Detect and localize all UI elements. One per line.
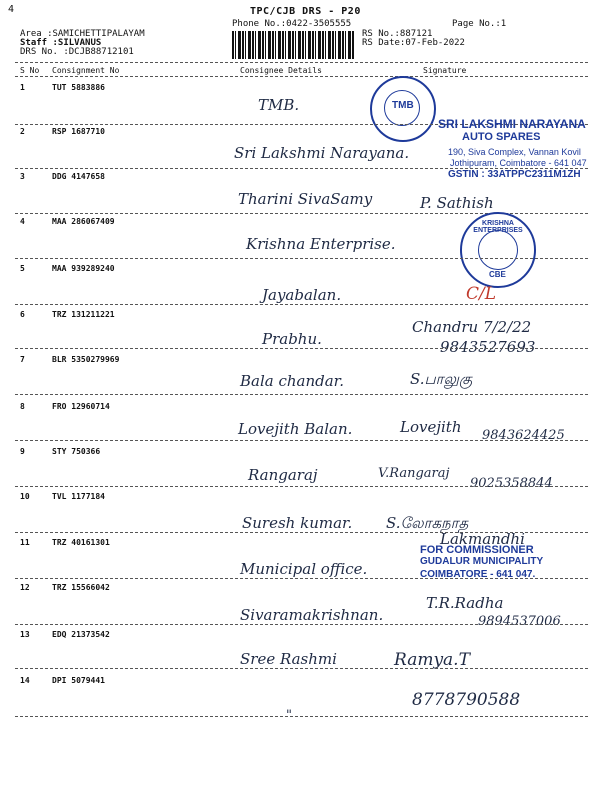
row-signature-phone: 9894537006 bbox=[478, 614, 561, 629]
row-sno: 3 bbox=[20, 172, 25, 181]
row-consignee-handwritten: Tharini SivaSamy bbox=[238, 190, 373, 208]
divider bbox=[15, 578, 588, 579]
row-signature-handwritten: Lovejith bbox=[400, 418, 462, 436]
row-sno: 10 bbox=[20, 492, 30, 501]
row-signature-handwritten: S.லோகநாத bbox=[386, 514, 469, 532]
divider bbox=[15, 486, 588, 487]
stamp-line: FOR COMMISSIONER bbox=[420, 544, 534, 556]
stamp-line: Jothipuram, Coimbatore - 641 047 bbox=[450, 158, 587, 168]
row-sno: 1 bbox=[20, 83, 25, 92]
row-consignment: DDG 4147658 bbox=[52, 172, 105, 181]
row-consignee-handwritten: Sri Lakshmi Narayana. bbox=[234, 144, 410, 162]
drs-number: DRS No. :DCJB88712101 bbox=[20, 47, 134, 57]
row-sno: 7 bbox=[20, 355, 25, 364]
row-consignee-handwritten: Municipal office. bbox=[240, 560, 368, 578]
row-consignee-handwritten: Jayabalan. bbox=[262, 286, 342, 304]
row-signature-handwritten: T.R.Radha bbox=[426, 594, 504, 612]
row-consignee-handwritten: Prabhu. bbox=[262, 330, 322, 348]
stamp-line: SRI LAKSHMI NARAYANA bbox=[438, 117, 586, 131]
row-consignment: MAA 939289240 bbox=[52, 264, 115, 273]
row-consignment: TRZ 15566042 bbox=[52, 583, 110, 592]
seal-text: KRISHNA ENTERPRISES bbox=[473, 220, 523, 234]
divider bbox=[15, 440, 588, 441]
row-consignee-handwritten: Sivaramakrishnan. bbox=[240, 606, 384, 624]
row-sno: 8 bbox=[20, 402, 25, 411]
round-seal-icon bbox=[370, 76, 436, 142]
page-number: Page No.:1 bbox=[452, 19, 507, 29]
row-consignment: MAA 286067409 bbox=[52, 217, 115, 226]
row-consignee-handwritten: TMB. bbox=[258, 96, 300, 114]
sheet-title: TPC/CJB DRS - P20 bbox=[250, 6, 361, 17]
row-signature-handwritten: Ramya.T bbox=[394, 650, 470, 670]
row-sno: 12 bbox=[20, 583, 30, 592]
staff-label: Staff :SILVANUS bbox=[20, 38, 102, 48]
row-signature-handwritten: Lakmandhi bbox=[440, 530, 525, 548]
row-signature-handwritten: P. Sathish bbox=[420, 194, 494, 212]
row-signature-handwritten: V.Rangaraj bbox=[378, 466, 450, 481]
seal-text: TMB bbox=[392, 100, 414, 111]
area-label: Area :SAMICHETTIPALAYAM bbox=[20, 29, 145, 39]
col-signature: Signature bbox=[423, 66, 467, 75]
divider bbox=[15, 348, 588, 349]
col-consignment: Consignment No bbox=[52, 66, 120, 75]
row-consignment: TVL 1177184 bbox=[52, 492, 105, 501]
seal-text: CBE bbox=[489, 270, 506, 279]
row-sno: 5 bbox=[20, 264, 25, 273]
rs-number: RS No.:887121 bbox=[362, 29, 433, 39]
stamp-line: 190, Siva Complex, Vannan Kovil bbox=[448, 147, 581, 157]
row-signature-phone: 9843527693 bbox=[440, 338, 536, 356]
row-signature-phone: 8778790588 bbox=[412, 690, 521, 710]
row-consignment: FRO 12960714 bbox=[52, 402, 110, 411]
row-consignment: STY 750366 bbox=[52, 447, 101, 456]
divider bbox=[15, 624, 588, 625]
divider bbox=[15, 304, 588, 305]
row-consignment: EDQ 21373542 bbox=[52, 630, 110, 639]
row-consignee-handwritten: Lovejith Balan. bbox=[238, 420, 353, 438]
row-consignment: RSP 1687710 bbox=[52, 127, 105, 136]
divider bbox=[15, 258, 588, 259]
row-signature-phone: 9843624425 bbox=[482, 428, 565, 443]
row-consignment: DPI 5079441 bbox=[52, 676, 105, 685]
row-signature-handwritten: Chandru 7/2/22 bbox=[412, 318, 532, 336]
row-sno: 9 bbox=[20, 447, 25, 456]
row-signature-handwritten: S.பாலுகு bbox=[410, 370, 473, 388]
row-sno: 14 bbox=[20, 676, 30, 685]
row-consignment: BLR 5350279969 bbox=[52, 355, 120, 364]
col-sno: S No bbox=[20, 66, 40, 75]
row-signature-phone: 9025358844 bbox=[470, 476, 553, 491]
barcode-icon bbox=[232, 31, 354, 59]
divider bbox=[15, 668, 588, 669]
row-consignment: TRZ 131211221 bbox=[52, 310, 115, 319]
divider bbox=[15, 76, 588, 77]
phone-number: Phone No.:0422-3505555 bbox=[232, 19, 352, 29]
stamp-line: AUTO SPARES bbox=[462, 131, 541, 143]
row-sno: 13 bbox=[20, 630, 30, 639]
row-consignee-handwritten: Krishna Enterprise. bbox=[246, 235, 396, 253]
row-consignment: TUT 5883886 bbox=[52, 83, 105, 92]
stamp-line: COIMBATORE - 641 047. bbox=[420, 569, 536, 580]
row-sno: 11 bbox=[20, 538, 30, 547]
divider bbox=[15, 394, 588, 395]
row-sno: 4 bbox=[20, 217, 25, 226]
row-sno: 6 bbox=[20, 310, 25, 319]
row-consignee-handwritten: Rangaraj bbox=[248, 466, 318, 484]
round-seal-icon bbox=[460, 212, 536, 288]
rs-date: RS Date:07-Feb-2022 bbox=[362, 38, 465, 48]
row-consignee-handwritten: Bala chandar. bbox=[240, 372, 344, 390]
row-signature-handwritten: C/L bbox=[466, 284, 497, 304]
divider bbox=[15, 716, 588, 717]
row-consignment: TRZ 40161301 bbox=[52, 538, 110, 547]
row-sno: 2 bbox=[20, 127, 25, 136]
divider bbox=[15, 62, 588, 63]
row-consignee-handwritten: " bbox=[286, 708, 292, 723]
col-consignee: Consignee Details bbox=[240, 66, 322, 75]
row-consignee-handwritten: Sree Rashmi bbox=[240, 650, 337, 668]
stamp-line: GSTIN : 33ATPPC2311M1ZH bbox=[448, 169, 581, 180]
corner-mark: 4 bbox=[8, 4, 15, 15]
row-consignee-handwritten: Suresh kumar. bbox=[242, 514, 353, 532]
divider bbox=[15, 168, 588, 169]
stamp-line: GUDALUR MUNICIPALITY bbox=[420, 556, 544, 567]
